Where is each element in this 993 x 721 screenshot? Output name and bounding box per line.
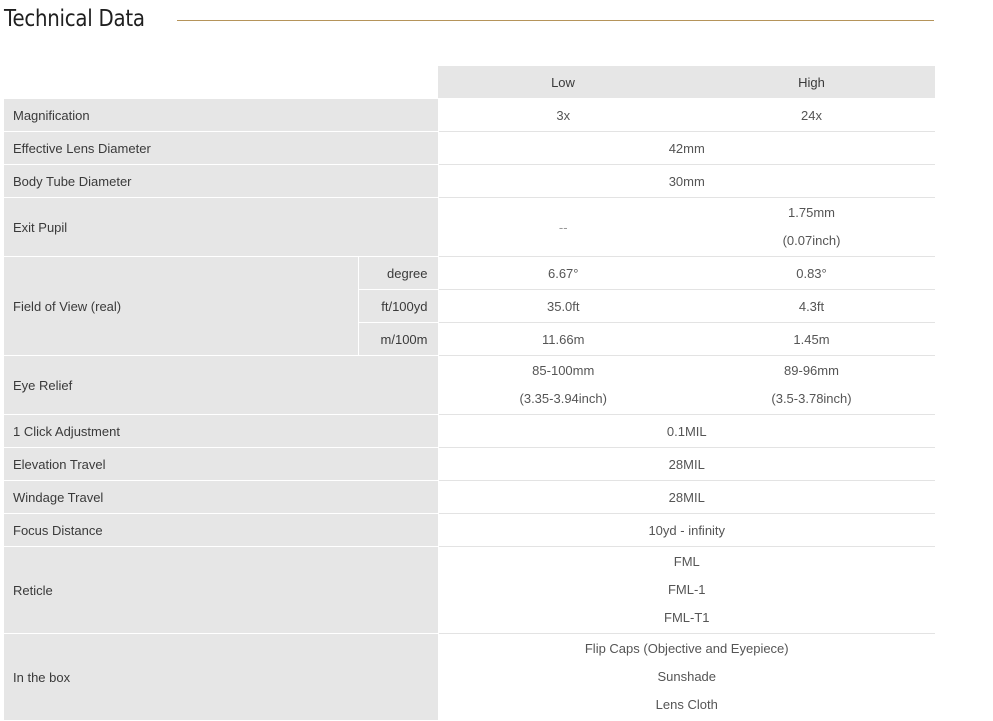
row-label: Focus Distance: [4, 514, 438, 547]
title-divider: [177, 20, 934, 21]
value-high-line: 1.75mm: [788, 205, 835, 220]
value-low: 3x: [438, 99, 688, 132]
value-low: 35.0ft: [438, 290, 688, 323]
value-high-line: (0.07inch): [782, 233, 841, 248]
value: 0.1MIL: [438, 415, 935, 448]
page-title: Technical Data: [4, 6, 145, 32]
value-high-line: (3.5-3.78inch): [771, 391, 852, 406]
value-low-line: (3.35-3.94inch): [519, 391, 607, 406]
header-high: High: [688, 66, 935, 99]
row-elevation: [4, 448, 935, 481]
value: 30mm: [438, 165, 935, 198]
value: 10yd - infinity: [438, 514, 935, 547]
row-reticle: [4, 547, 935, 634]
value: [438, 547, 935, 634]
value: 28MIL: [438, 481, 935, 514]
row-label: Body Tube Diameter: [4, 165, 438, 198]
row-label: Effective Lens Diameter: [4, 132, 438, 165]
value-low-line: 85-100mm: [532, 363, 595, 378]
reticle-option: FML: [673, 554, 700, 569]
row-lens-diameter: [4, 132, 935, 165]
box-item: Flip Caps (Objective and Eyepiece): [584, 641, 789, 657]
header-low: Low: [438, 66, 688, 99]
section-header: [4, 2, 934, 36]
value-high: 24x: [688, 99, 935, 132]
row-label: In the box: [4, 634, 438, 721]
row-label: Eye Relief: [4, 356, 438, 415]
row-label: 1 Click Adjustment: [4, 415, 438, 448]
row-label: Reticle: [4, 547, 438, 634]
value-high: [688, 198, 935, 257]
row-label: Magnification: [4, 99, 438, 132]
table-header-row: [4, 66, 935, 99]
row-label: Windage Travel: [4, 481, 438, 514]
row-label: Exit Pupil: [4, 198, 438, 257]
reticle-option: FML-1: [667, 582, 706, 597]
value: [438, 634, 935, 721]
value-low: [438, 356, 688, 415]
spec-table: [4, 66, 935, 721]
box-item: Lens Cloth: [655, 697, 718, 713]
row-fov-degree: [4, 257, 935, 290]
row-tube-diameter: [4, 165, 935, 198]
unit-label: degree: [358, 257, 438, 290]
row-click-adjustment: [4, 415, 935, 448]
unit-label: ft/100yd: [358, 290, 438, 323]
reticle-option: FML-T1: [664, 610, 710, 625]
value-high-line: 89-96mm: [784, 363, 839, 378]
value-low: --: [438, 198, 688, 257]
row-label: Elevation Travel: [4, 448, 438, 481]
unit-label: m/100m: [358, 323, 438, 356]
box-item: Sunshade: [657, 669, 717, 685]
value-high: 1.45m: [688, 323, 935, 356]
row-magnification: [4, 99, 935, 132]
row-windage: [4, 481, 935, 514]
row-label: Field of View (real): [4, 257, 358, 356]
value: 42mm: [438, 132, 935, 165]
row-in-the-box: [4, 634, 935, 721]
value-low: 11.66m: [438, 323, 688, 356]
header-blank: [4, 66, 438, 99]
value-high: 4.3ft: [688, 290, 935, 323]
value-low: 6.67°: [438, 257, 688, 290]
row-focus-distance: [4, 514, 935, 547]
value-high: [688, 356, 935, 415]
row-eye-relief: [4, 356, 935, 415]
value-high: 0.83°: [688, 257, 935, 290]
row-exit-pupil: [4, 198, 935, 257]
value: 28MIL: [438, 448, 935, 481]
